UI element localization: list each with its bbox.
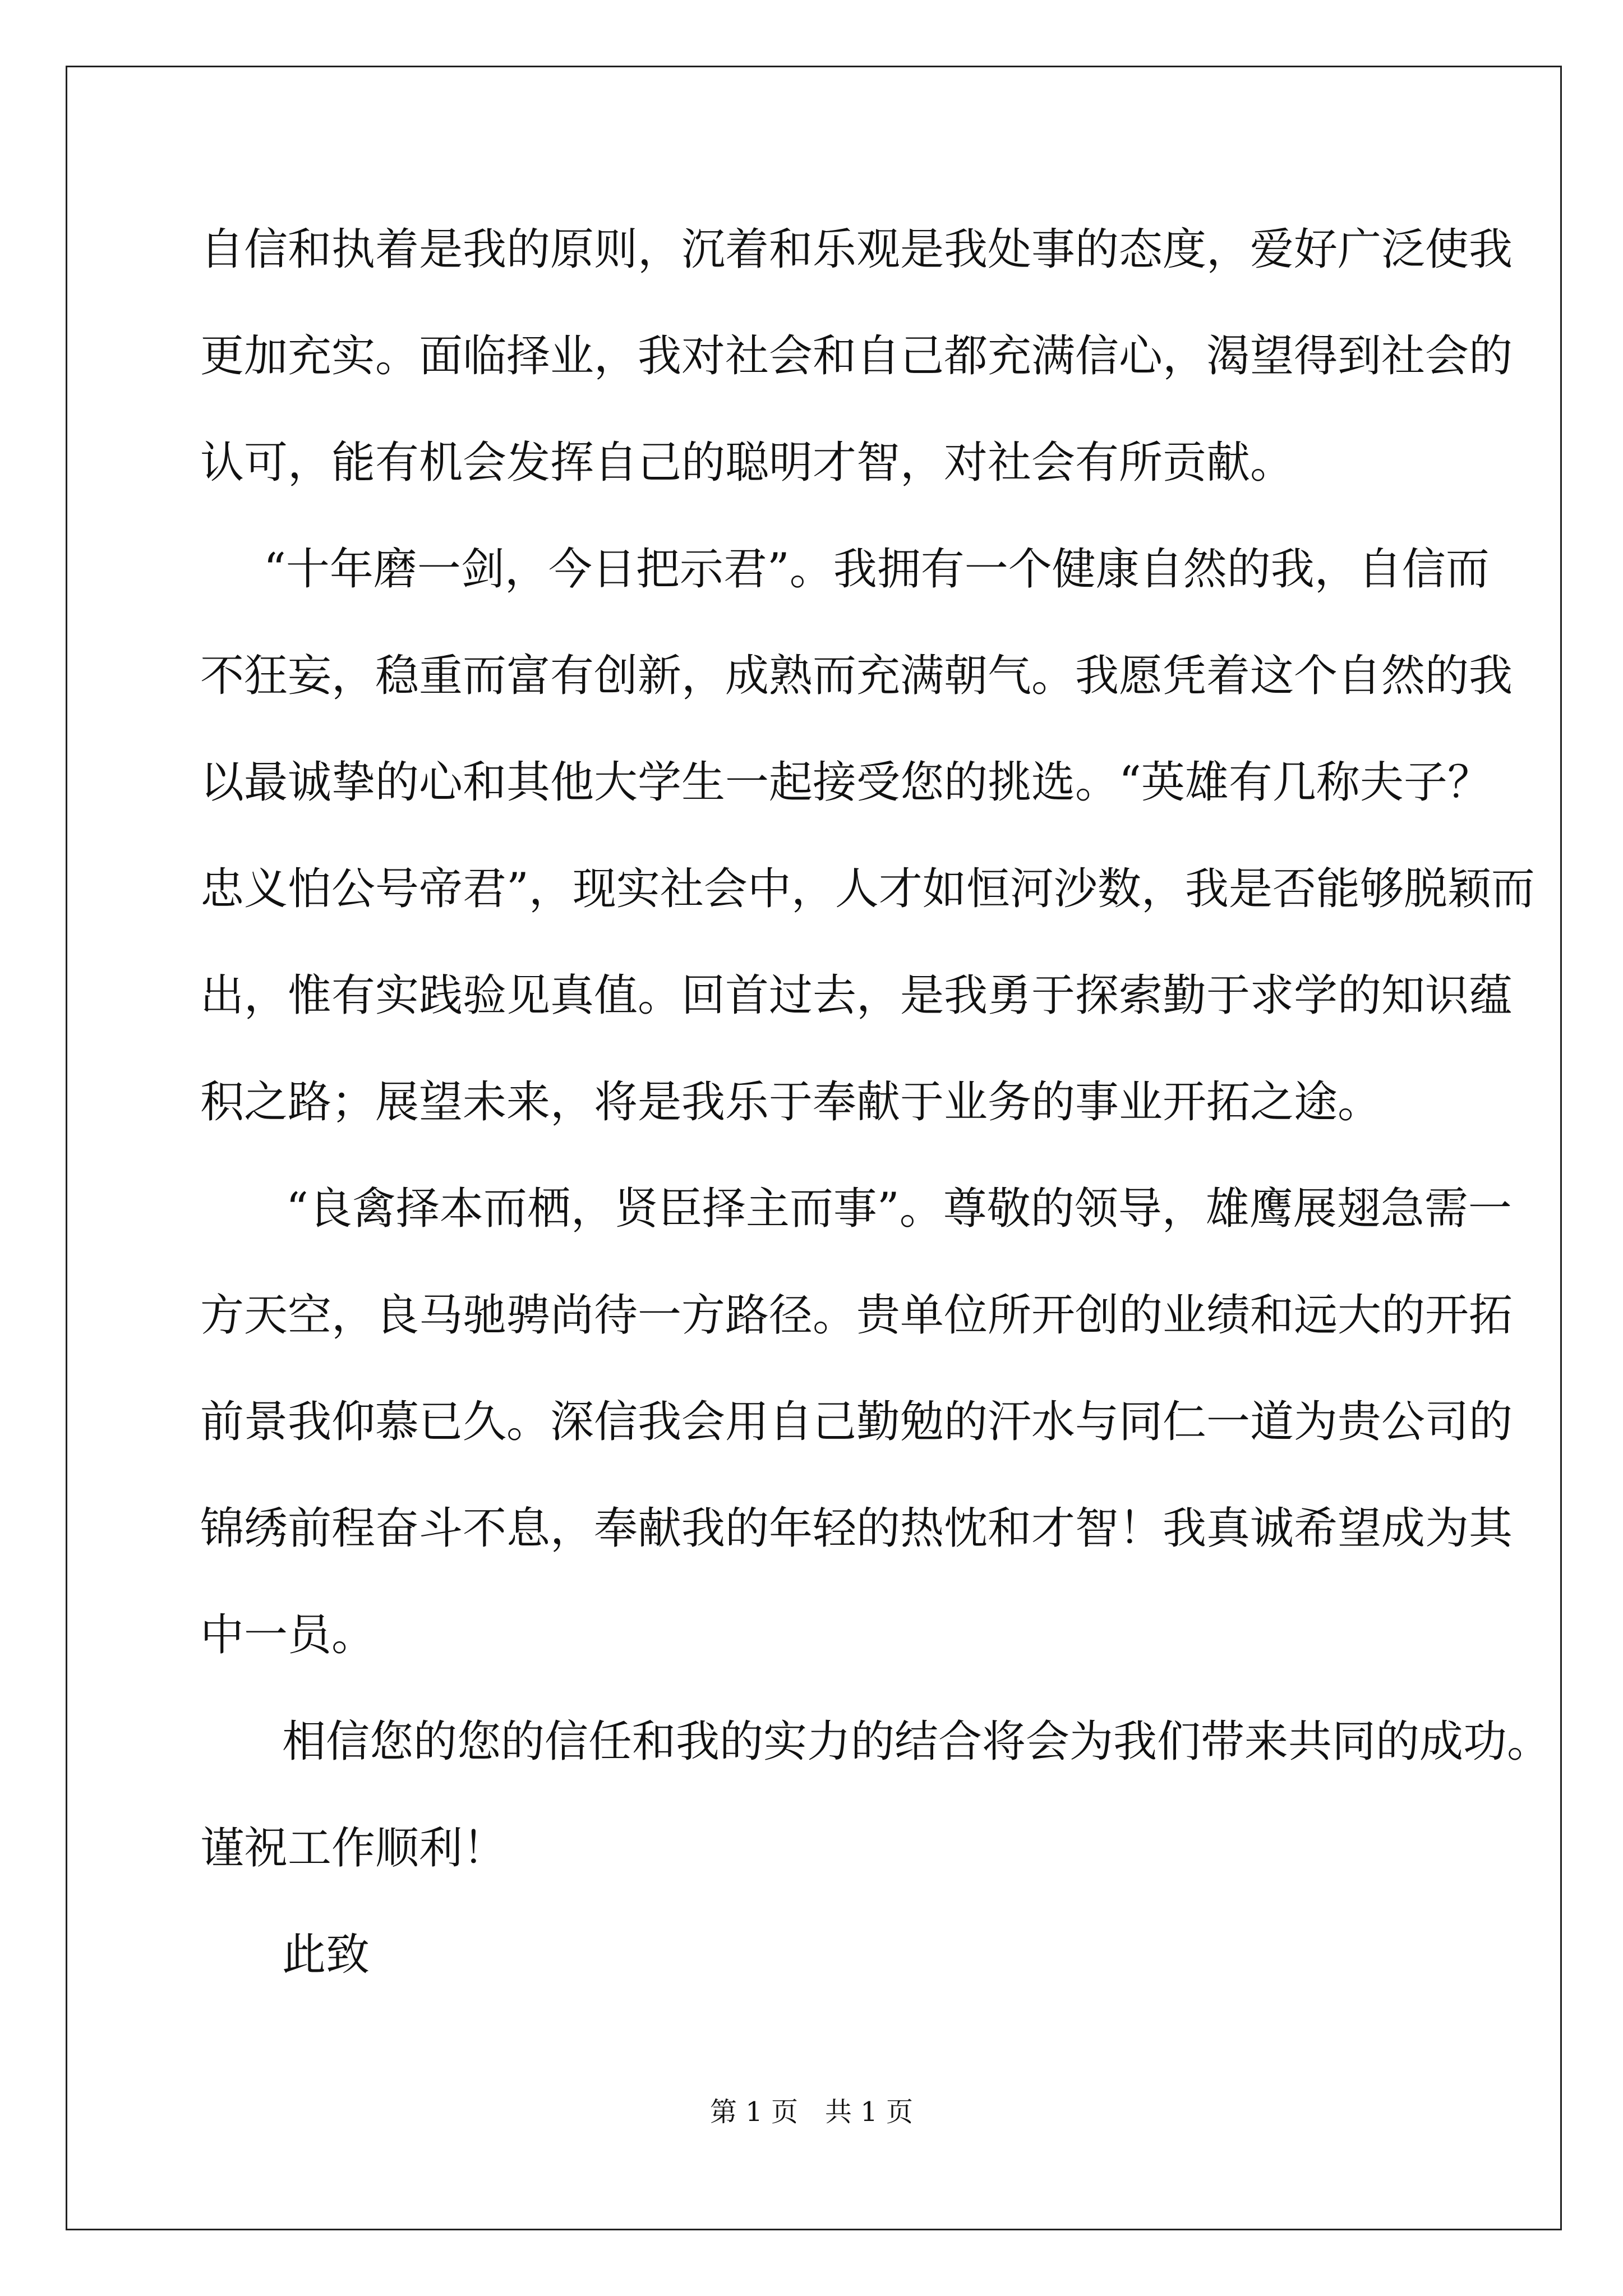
body-line-6: 以最诚挚的心和其他大学生一起接受您的挑选。“英雄有几称夫子？ <box>200 757 1491 808</box>
body-line-10: “良禽择本而栖，贤臣择主而事”。尊敬的领导，雄鹰展翅急需一 <box>286 1184 1512 1234</box>
body-line-13: 锦绣前程奋斗不息，奉献我的年轻的热忱和才智！我真诚希望成为其 <box>200 1503 1513 1554</box>
body-line-17: 此致 <box>282 1930 370 1980</box>
body-line-12: 前景我仰慕已久。深信我会用自己勤勉的汗水与同仁一道为贵公司的 <box>200 1397 1513 1447</box>
body-line-14: 中一员。 <box>200 1610 376 1660</box>
body-line-1: 自信和执着是我的原则，沉着和乐观是我处事的态度，爱好广泛使我 <box>200 224 1513 275</box>
body-line-5: 不狂妄，稳重而富有创新，成熟而充满朝气。我愿凭着这个自然的我 <box>200 651 1513 701</box>
body-line-9: 积之路；展望未来，将是我乐于奉献于业务的事业开拓之途。 <box>200 1077 1382 1128</box>
page-border <box>66 66 1562 2230</box>
body-line-3: 认可，能有机会发挥自己的聪明才智，对社会有所贡献。 <box>200 438 1294 488</box>
body-line-2: 更加充实。面临择业，我对社会和自己都充满信心，渴望得到社会的 <box>200 331 1513 381</box>
body-line-15: 相信您的您的信任和我的实力的结合将会为我们带来共同的成功。 <box>282 1717 1551 1767</box>
body-line-8: 出，惟有实践验见真值。回首过去，是我勇于探索勤于求学的知识蕴 <box>200 970 1513 1021</box>
body-line-16: 谨祝工作顺利！ <box>200 1823 507 1874</box>
body-line-11: 方天空，良马驰骋尚待一方路径。贵单位所开创的业绩和远大的开拓 <box>200 1290 1513 1341</box>
page-footer: 第 1 页 共 1 页 <box>709 2096 914 2128</box>
body-line-4: “十年磨一剑，今日把示君”。我拥有一个健康自然的我，自信而 <box>264 544 1490 595</box>
body-line-7: 忠义怕公号帝君”，现实社会中，人才如恒河沙数，我是否能够脱颖而 <box>200 864 1535 914</box>
